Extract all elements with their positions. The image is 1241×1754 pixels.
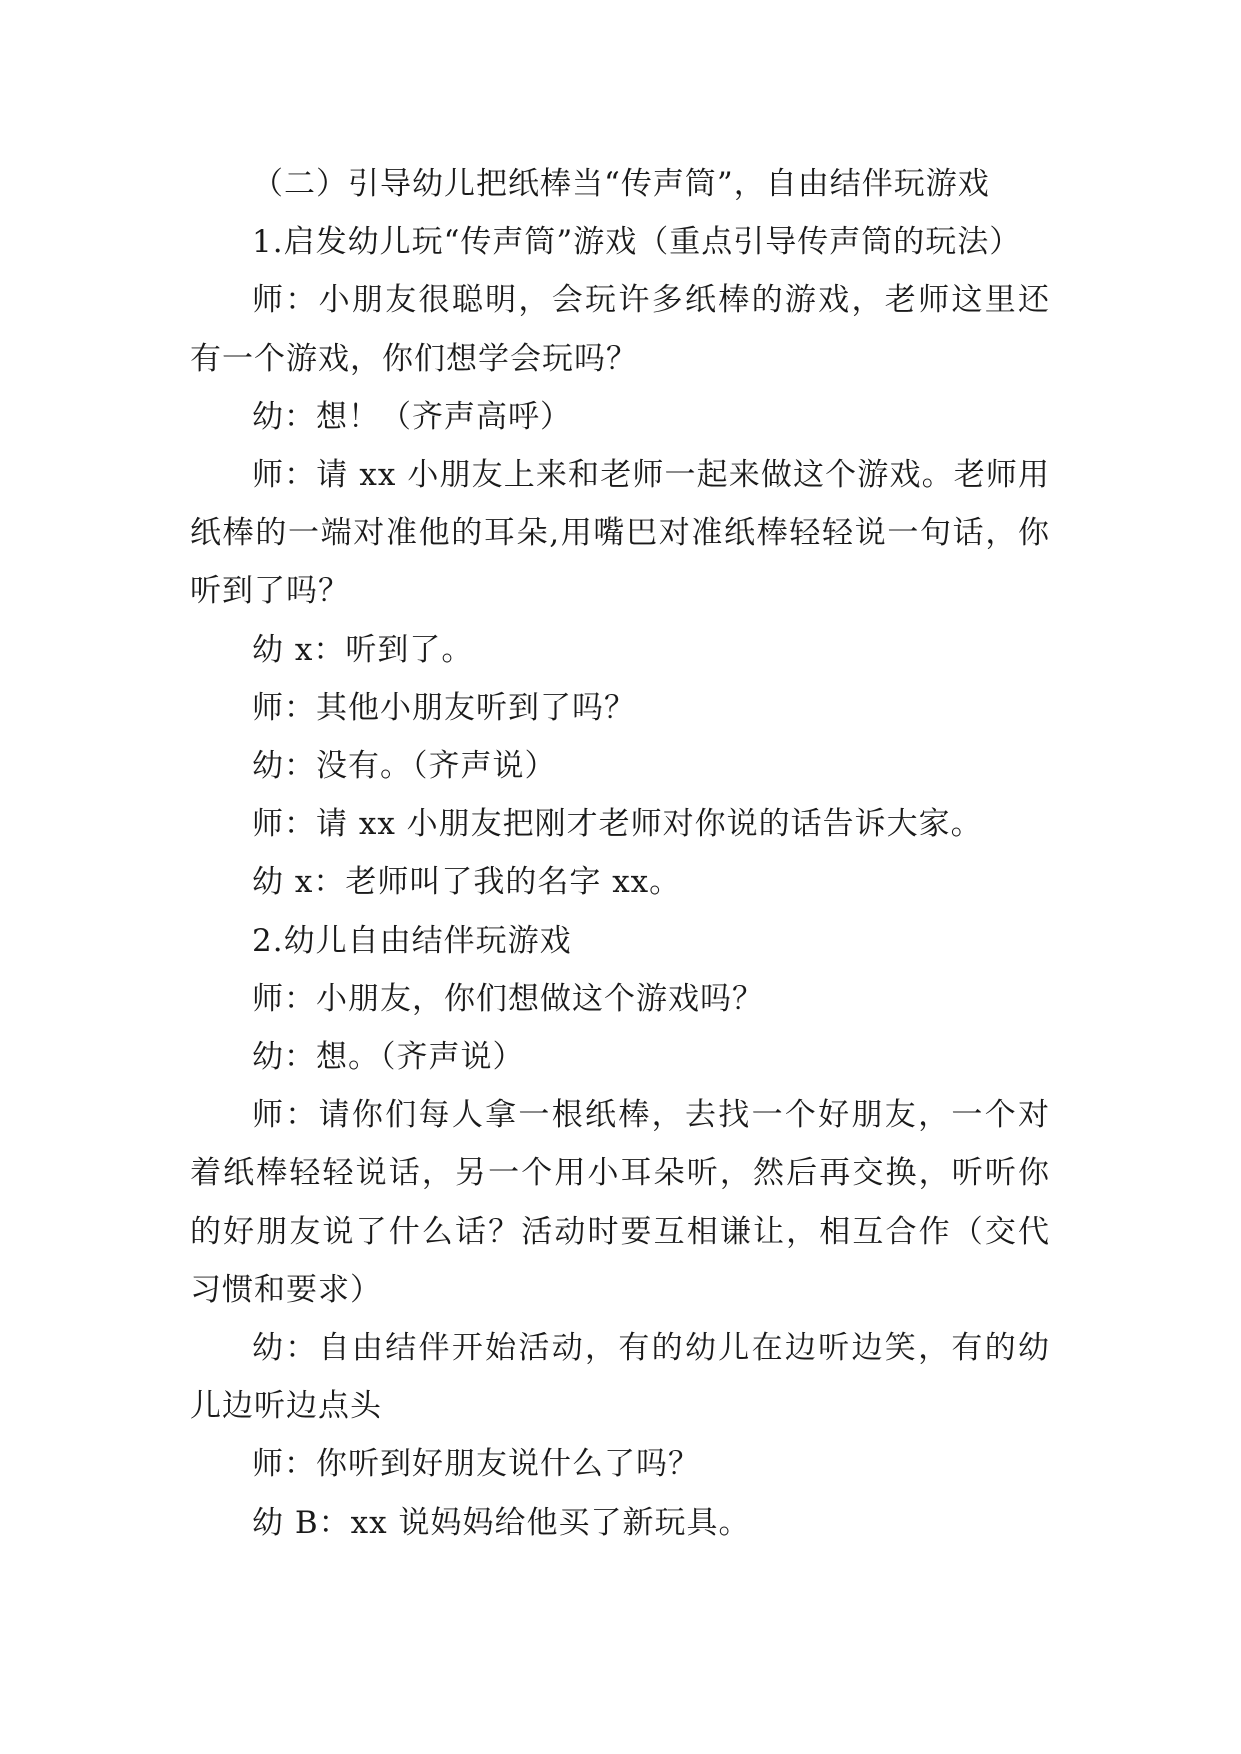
dialogue-line: 幼：想！（齐声高呼） <box>252 398 572 435</box>
dialogue-line: 幼 B：xx 说妈妈给他买了新玩具。 <box>252 1504 751 1541</box>
subsection-heading: 1.启发幼儿玩“传声筒”游戏（重点引导传声筒的玩法） <box>252 224 1022 261</box>
document-body <box>190 155 1050 1552</box>
dialogue-line: 幼 x：老师叫了我的名字 xx。 <box>252 864 682 901</box>
subsection-heading: 2.幼儿自由结伴玩游戏 <box>252 922 572 959</box>
dialogue-line: 师：请你们每人拿一根纸棒，去找一个好朋友，一个对着纸棒轻轻说话，另一个用小耳朵听，然后再交换，听听你的好朋友说了什么话？活动时要互相谦让，相互合作（交代习惯和要求） <box>190 1097 1050 1308</box>
section-heading: （二）引导幼儿把纸棒当“传声筒”，自由结伴玩游戏 <box>252 166 990 202</box>
dialogue-line: 幼 x：听到了。 <box>252 631 474 668</box>
dialogue-line: 幼：没有。（齐声说） <box>252 748 557 785</box>
dialogue-line: 师：小朋友很聪明，会玩许多纸棒的游戏，老师这里还有一个游戏，你们想学会玩吗？ <box>190 282 1050 377</box>
dialogue-line: 幼：自由结伴开始活动，有的幼儿在边听边笑，有的幼儿边听边点头 <box>190 1330 1050 1425</box>
dialogue-line: 师：你听到好朋友说什么了吗？ <box>252 1446 700 1483</box>
dialogue-line: 师：请 xx 小朋友上来和老师一起来做这个游戏。老师用纸棒的一端对准他的耳朵,用嘴巴对准纸棒轻轻说一句话，你听到了吗？ <box>190 457 1050 610</box>
dialogue-line: 师：其他小朋友听到了吗？ <box>252 689 636 726</box>
dialogue-line: 幼：想。（齐声说） <box>252 1039 525 1076</box>
dialogue-line: 师：小朋友，你们想做这个游戏吗？ <box>252 980 764 1017</box>
dialogue-line: 师：请 xx 小朋友把刚才老师对你说的话告诉大家。 <box>252 806 983 843</box>
